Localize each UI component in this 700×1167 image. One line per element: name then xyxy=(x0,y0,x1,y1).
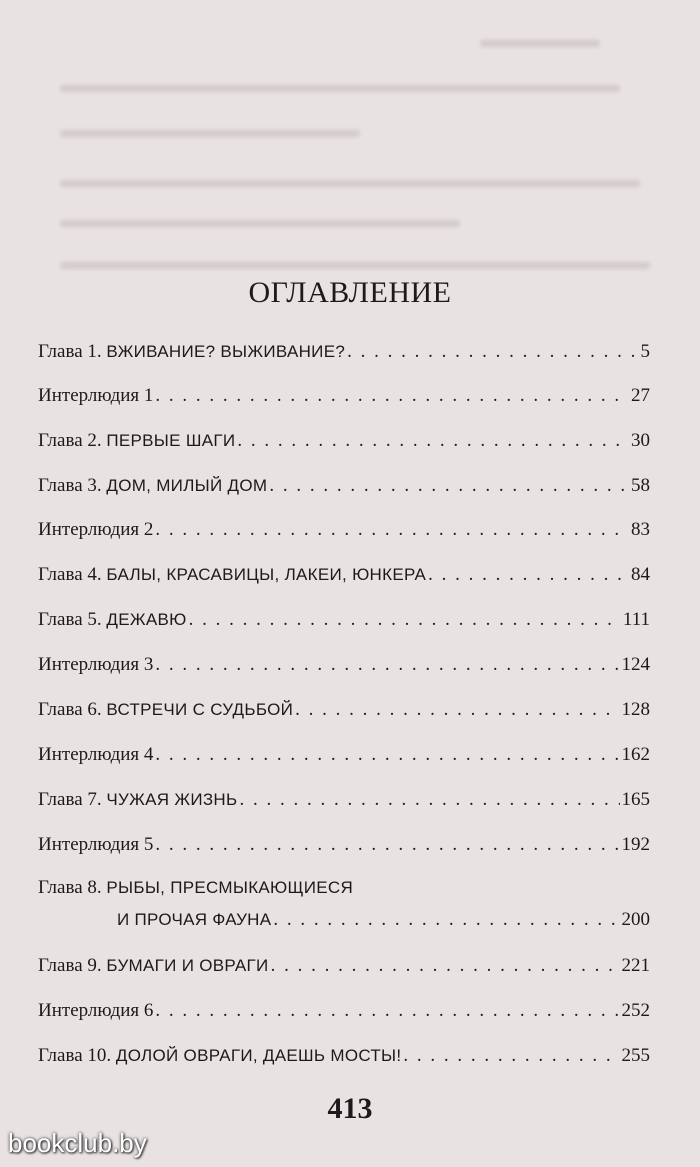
entry-page: 124 xyxy=(621,654,650,675)
entry-page: 252 xyxy=(621,1000,650,1021)
leader-dots xyxy=(155,384,629,408)
leader-dots xyxy=(237,429,629,453)
entry-prefix: Интерлюдия 4 xyxy=(38,744,154,765)
entry-page: 162 xyxy=(621,744,650,765)
leader-dots xyxy=(189,608,621,632)
entry-name: ПЕРВЫЕ ШАГИ xyxy=(106,431,236,450)
toc-entry-interlude-4[interactable] xyxy=(38,739,650,767)
leader-dots xyxy=(155,653,619,677)
entry-prefix: Глава 2. xyxy=(38,430,102,451)
entry-page: 165 xyxy=(621,789,650,810)
entry-prefix: Интерлюдия 5 xyxy=(38,834,154,855)
entry-prefix: Интерлюдия 1 xyxy=(38,385,154,406)
entry-prefix: Глава 4. xyxy=(38,564,102,585)
toc-entry-chapter-1[interactable] xyxy=(38,336,650,364)
toc-entry-interlude-2[interactable] xyxy=(38,514,650,542)
entry-page: 111 xyxy=(622,609,650,630)
page-number: 413 xyxy=(327,1092,373,1125)
entry-name: БУМАГИ И ОВРАГИ xyxy=(106,956,269,975)
toc-entry-interlude-5[interactable] xyxy=(38,829,650,857)
toc-entry-chapter-6[interactable] xyxy=(38,694,650,722)
leader-dots xyxy=(269,474,629,498)
entry-page: 27 xyxy=(631,385,650,406)
leader-dots xyxy=(239,788,619,812)
entry-page: 84 xyxy=(631,564,650,585)
entry-name: ЧУЖАЯ ЖИЗНЬ xyxy=(106,790,238,809)
entry-name: БАЛЫ, КРАСАВИЦЫ, ЛАКЕИ, ЮНКЕРА xyxy=(106,565,427,584)
entry-page: 221 xyxy=(621,955,650,976)
leader-dots xyxy=(428,563,629,587)
entry-prefix: Глава 1. xyxy=(38,341,102,362)
toc-entry-interlude-6[interactable] xyxy=(38,995,650,1023)
entry-prefix: Глава 3. xyxy=(38,475,102,496)
entry-name: ДОЛОЙ ОВРАГИ, ДАЕШЬ МОСТЫ! xyxy=(115,1046,402,1065)
toc-entry-chapter-10[interactable] xyxy=(38,1040,650,1068)
toc-entry-interlude-3[interactable] xyxy=(38,649,650,677)
toc-title: ОГЛАВЛЕНИЕ xyxy=(248,276,452,309)
toc-entry-chapter-4[interactable] xyxy=(38,559,650,587)
entry-page: 58 xyxy=(631,475,650,496)
leader-dots xyxy=(155,518,629,542)
toc-entry-chapter-8-continuation[interactable] xyxy=(117,904,650,932)
entry-prefix: Интерлюдия 6 xyxy=(38,1000,154,1021)
toc-entry-chapter-7[interactable] xyxy=(38,784,650,812)
entry-prefix: Интерлюдия 3 xyxy=(38,654,154,675)
toc-entry-chapter-5[interactable] xyxy=(38,604,650,632)
toc-entry-chapter-9[interactable] xyxy=(38,950,650,978)
toc-entry-chapter-3[interactable] xyxy=(38,470,650,498)
entry-name-continuation: И ПРОЧАЯ ФАУНА xyxy=(117,910,272,929)
entry-page: 255 xyxy=(621,1045,650,1066)
entry-name: ВЖИВАНИЕ? ВЫЖИВАНИЕ? xyxy=(106,342,346,361)
toc-entry-chapter-2[interactable] xyxy=(38,425,650,453)
leader-dots xyxy=(271,954,620,978)
toc-entry-chapter-8[interactable] xyxy=(38,872,650,900)
leader-dots xyxy=(273,908,619,932)
entry-page: 5 xyxy=(640,341,650,362)
toc-entry-interlude-1[interactable] xyxy=(38,380,650,408)
entry-page: 192 xyxy=(621,834,650,855)
leader-dots xyxy=(155,999,619,1023)
entry-page: 128 xyxy=(621,699,650,720)
entry-prefix: Глава 6. xyxy=(38,699,102,720)
entry-page: 83 xyxy=(631,519,650,540)
entry-prefix: Глава 5. xyxy=(38,609,102,630)
site-watermark: bookclub.by xyxy=(8,1128,147,1158)
leader-dots xyxy=(155,743,619,767)
entry-prefix: Глава 9. xyxy=(38,955,102,976)
entry-name: ВСТРЕЧИ С СУДЬБОЙ xyxy=(106,700,294,719)
show-through-text xyxy=(40,30,660,270)
entry-prefix: Глава 10. xyxy=(38,1045,112,1066)
leader-dots xyxy=(403,1044,619,1068)
entry-prefix: Интерлюдия 2 xyxy=(38,519,154,540)
entry-name: РЫБЫ, ПРЕСМЫКАЮЩИЕСЯ xyxy=(106,878,354,897)
leader-dots xyxy=(295,698,619,722)
leader-dots xyxy=(347,340,638,364)
entry-prefix: Глава 7. xyxy=(38,789,102,810)
entry-name: ДЕЖАВЮ xyxy=(106,610,187,629)
entry-page: 30 xyxy=(631,430,650,451)
entry-name: ДОМ, МИЛЫЙ ДОМ xyxy=(106,476,268,495)
entry-page: 200 xyxy=(621,909,650,930)
leader-dots xyxy=(155,833,619,857)
entry-prefix: Глава 8. xyxy=(38,877,102,898)
